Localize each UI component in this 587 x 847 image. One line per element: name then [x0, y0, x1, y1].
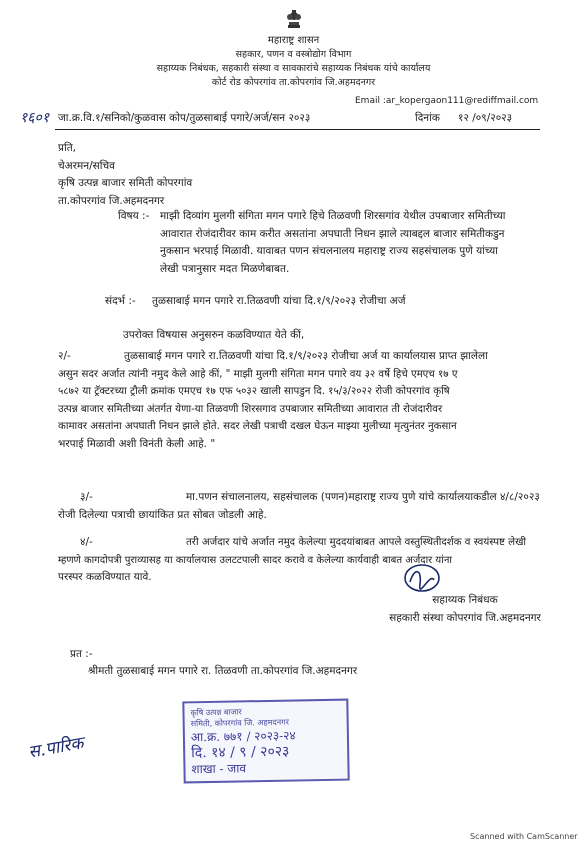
para2-line4: उत्पन्न बाजार समितीच्या अंतर्गत येणा-या तिळवणी शिरसगाव उपबाजार समितीच्या आवारात ती रोजंदारीवर	[58, 403, 443, 415]
addressee	[58, 140, 192, 210]
copy-text: श्रीमती तुळसाबाई मगन पगारे रा. तिळवणी ता.कोपरगांव जि.अहमदनगर	[88, 665, 358, 677]
ref-date-value: १२ /०९/२०२३	[458, 112, 513, 124]
inward-number: १६०१	[20, 110, 50, 126]
header-line1: महाराष्ट्र शासन	[267, 35, 320, 46]
header-line4: कोर्ट रोड कोपरगांव ता.कोपरगांव जि.अहमदनगर	[211, 77, 376, 88]
subject-line1: माझी दिव्यांग मुलगी संगिता मगन पगारे हिचे तिळवणी शिरसगांव येथील उपबाजार समितीच्या	[160, 210, 506, 222]
inward-stamp	[182, 699, 349, 784]
stamp-line2: समिती, कोपरगांव जि. अहमदनगर	[190, 717, 290, 729]
intro-line: उपरोक्त विषयास अनुसरुन कळविण्यात येते कीं,	[123, 329, 305, 341]
copy-label: प्रत :-	[70, 648, 93, 660]
stamp-line5: शाखा - जाव	[191, 761, 247, 777]
para4	[58, 534, 578, 587]
stamp-line1: कृषि उत्पन्न बाजार	[190, 707, 242, 718]
para2-line5: कामावर असतांना अपघाती निधन झाले होते. सदर लेखी पत्राची दखल घेऊन माझ्या मुलीच्या मृत्युनंतर नुकसान	[58, 421, 457, 432]
addressee-line2: कृषि उत्पन्न बाजार समिती कोपरगांव	[58, 177, 193, 189]
prati: प्रति,	[58, 142, 77, 154]
para3-number: ३/-	[80, 491, 93, 503]
header-line3: सहाय्यक निबंधक, सहकारी संस्था व सावकारांचे सहाय्यक निबंधक यांचे कार्यालय	[156, 63, 431, 74]
emblem	[0, 8, 587, 34]
header-line2: सहकार, पणन व वस्त्रोद्योग विभाग	[235, 49, 352, 60]
letterhead	[0, 8, 587, 90]
stamp-line4: दि. १४ / ९ / २०२३	[191, 743, 290, 762]
subject-label: विषय :-	[118, 210, 150, 222]
para2-number: २/-	[58, 350, 71, 362]
para2-line3: ५८७२ या ट्रॅक्टरच्या ट्रौली क्रमांक एमएच १७ एफ ५०३२ खाली सापडुन दि. १५/३/२०२२ रोजी कोपरगांव कृषि	[58, 386, 450, 397]
reference-label: संदर्भ :-	[105, 295, 136, 307]
para3	[58, 489, 578, 524]
handwritten-note: स.पारिक	[26, 733, 85, 763]
stamp-line3: आ.क्र. ७७१ / २०२३-२४	[190, 728, 296, 745]
subject-text	[160, 208, 570, 278]
para4-line2: म्हणणे कागदोपत्री पुराव्यासह या कार्यालयास उलटटपाली सादर करावे व केलेल्या कार्यवाही बाबत अर्जदार यांना	[58, 554, 452, 566]
signature-title1: सहाय्यक निबंधक	[432, 594, 498, 606]
addressee-line1: चेअरमन/सचिव	[58, 159, 115, 172]
subject-line2: आवारात रोजंदारीवर काम करीत असतांना अपघाती निधन झाले त्याबद्दल बाजार समितीकडुन	[160, 227, 505, 240]
para4-number: ४/-	[80, 536, 93, 548]
addressee-line3: ता.कोपरगांव जि.अहमदनगर	[58, 194, 165, 207]
signature-block	[360, 592, 570, 627]
ref-rule	[55, 129, 540, 130]
reference-text: तुळसाबाई मगन पगारे रा.तिळवणी यांचा दि.१/९/२०२३ रोजीचा अर्ज	[152, 295, 406, 307]
officer-signature	[400, 562, 446, 596]
scanner-footer: Scanned with CamScanner	[470, 832, 578, 841]
para2	[58, 348, 578, 453]
state-emblem-icon	[285, 8, 303, 30]
header-email: Email :ar_kopergaon111@rediffmail.com	[355, 96, 539, 106]
subject-line3: नुकसान भरपाई मिळावी. यावाबत पणन संचलनालय महाराष्ट्र राज्य सहसंचालक पुणे यांच्या	[160, 245, 498, 257]
para2-line6: भरपाई मिळावी अशी विनंती केली आहे. "	[58, 437, 216, 450]
ref-date-label: दिनांक	[415, 112, 440, 124]
para4-line1: तरी अर्जदार यांचे अर्जात नमुद केलेल्या मुददयांबाबत आपले वस्तुस्थितीदर्शक व स्वयंस्पष्ट लेखी	[186, 537, 527, 548]
subject-line4: लेखी पत्रानुसार मदत मिळणेबाबत.	[160, 262, 290, 275]
para2-line1: तुळसाबाई मगन पगारे रा.तिळवणी यांचा दि.१/९/२०२३ रोजीचा अर्ज या कार्यालयास प्राप्त झालेला	[124, 350, 488, 362]
para3-line1: मा.पणन संचालनालय, सहसंचालक (पणन)महाराष्ट्र राज्य पुणे यांचे कार्यालयाकडील ४/८/२०२३	[186, 491, 540, 503]
para2-line2: असुन सदर अर्जात त्यांनी नमुद केले आहे कीं, " माझी मुलगी संगिता मगन पगारे वय ३२ वर्षे हिचे एमएच १७ ए	[58, 368, 458, 380]
signature-title2: सहकारी संस्था कोपरगांव जि.अहमदनगर	[389, 611, 541, 624]
ref-number: जा.क्र.वि.१/सनिको/कुळवास कोप/तुळसाबाई पगारे/अर्ज/सन २०२३	[58, 112, 311, 124]
para3-line2: रोजी दिलेल्या पत्राची छायांकित प्रत सोबत जोडली आहे.	[58, 508, 267, 521]
para4-line3: परस्पर कळविण्यात यावे.	[58, 571, 152, 583]
